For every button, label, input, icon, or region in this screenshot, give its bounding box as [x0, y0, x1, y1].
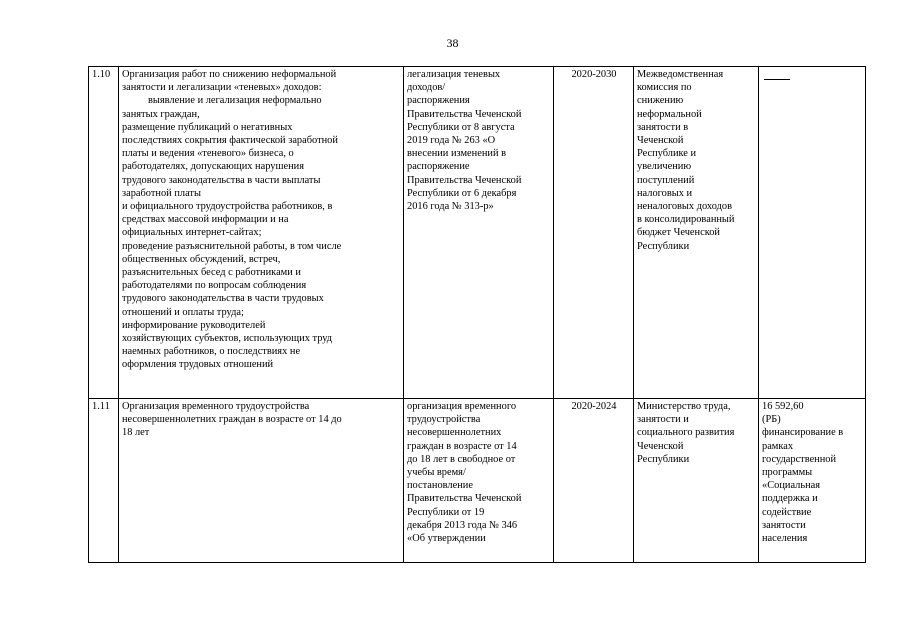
- result-cell: [404, 399, 554, 563]
- funding-line: занятости: [762, 519, 806, 531]
- executor-cell: [634, 399, 759, 563]
- result-line: 2019 года № 263 «О: [407, 135, 496, 147]
- result-line: Правительства Чеченской: [407, 493, 522, 505]
- executor-line: Республике и: [637, 148, 697, 160]
- funding-line: рамках: [762, 440, 794, 452]
- executor-line: комиссия по: [637, 82, 692, 94]
- measure-line: и официального трудоустройства работников, в: [122, 201, 333, 213]
- result-line: учебы время/: [407, 467, 466, 479]
- result-line: внесении изменений в: [407, 148, 507, 160]
- measure-line: размещение публикаций о негативных: [122, 121, 293, 133]
- measure-line: средствах массовой информации и на: [122, 214, 289, 226]
- executor-line: социального развития: [637, 427, 735, 439]
- measure-line: наемных работников, о последствиях не: [122, 346, 301, 358]
- table-row: [89, 67, 866, 399]
- measure-line: разъяснительных бесед с работниками и: [122, 267, 301, 279]
- measure-line: несовершеннолетних граждан в возрасте от 14 до: [122, 414, 342, 426]
- result-line: «Об утверждении: [407, 533, 486, 545]
- result-line: доходов/: [407, 82, 446, 94]
- result-line: декабря 2013 года № 346: [407, 519, 518, 531]
- measure-line: работодателях, допускающих нарушения: [122, 161, 304, 173]
- executor-line: Министерство труда,: [637, 401, 731, 412]
- row-number-cell: 1.11: [89, 399, 119, 563]
- result-cell: [404, 67, 554, 399]
- result-line: легализация теневых: [407, 69, 501, 80]
- measures-table: [88, 66, 866, 563]
- row-number-cell: 1.10: [89, 67, 119, 399]
- executor-line: Республики: [637, 453, 690, 465]
- executor-line: занятости в: [637, 121, 689, 133]
- executor-line: неналоговых доходов: [637, 201, 733, 213]
- executor-line: Чеченской: [637, 440, 684, 452]
- measure-cell: [119, 399, 404, 563]
- measure-line: последствиях сокрытия фактической заработной: [122, 135, 338, 147]
- measure-line: трудового законодательства в части трудовых: [122, 293, 324, 305]
- measure-line: платы и ведения «теневого» бизнеса, о: [122, 148, 294, 160]
- funding-cell: [759, 67, 866, 399]
- funding-line: 16 592,60: [762, 401, 804, 412]
- measure-line: занятости и легализации «теневых» доходов:: [122, 82, 322, 94]
- measure-line: официальных интернет-сайтах;: [122, 227, 262, 239]
- period-cell: 2020-2024: [554, 399, 634, 563]
- funding-line: программы: [762, 467, 813, 479]
- executor-line: поступлений: [637, 174, 695, 186]
- empty-value-dash: [764, 79, 790, 80]
- measure-line: занятых граждан,: [122, 108, 200, 120]
- funding-line: государственной: [762, 453, 837, 465]
- period-cell: 2020-2030: [554, 67, 634, 399]
- measure-cell: [119, 67, 404, 399]
- measure-line: общественных обсуждений, встреч,: [122, 253, 281, 265]
- funding-cell: [759, 399, 866, 563]
- executor-cell: [634, 67, 759, 399]
- result-line: Правительства Чеченской: [407, 108, 522, 120]
- funding-line: (РБ): [762, 414, 781, 426]
- result-line: постановление: [407, 480, 473, 492]
- measure-line: информирование руководителей: [122, 319, 266, 331]
- result-line: Республики от 6 декабря: [407, 187, 517, 199]
- table-row: [89, 399, 866, 563]
- measure-line: оформления трудовых отношений: [122, 359, 274, 371]
- page-number: 38: [446, 36, 459, 50]
- funding-line: «Социальная: [762, 480, 821, 492]
- executor-line: в консолидированный: [637, 214, 735, 226]
- measure-line: Организация временного трудоустройства: [122, 401, 310, 412]
- result-line: граждан в возрасте от 14: [407, 440, 517, 452]
- result-line: организация временного: [407, 401, 517, 412]
- funding-line: поддержка и: [762, 493, 818, 505]
- result-line: Республики от 19: [407, 506, 485, 518]
- executor-line: неформальной: [637, 108, 702, 120]
- executor-line: снижению: [637, 95, 684, 107]
- measure-line: выявление и легализация неформально: [148, 95, 322, 107]
- executor-line: бюджет Чеченской: [637, 227, 720, 239]
- funding-line: финансирование в: [762, 427, 844, 439]
- executor-line: налоговых и: [637, 187, 693, 199]
- measure-line: отношений и оплаты труда;: [122, 306, 244, 318]
- executor-line: Республики: [637, 240, 690, 252]
- measure-line: Организация работ по снижению неформальной: [122, 69, 337, 80]
- measure-line: 18 лет: [122, 427, 150, 439]
- result-line: 2016 года № 313-р»: [407, 201, 494, 213]
- funding-line: населения: [762, 533, 808, 545]
- result-line: до 18 лет в свободное от: [407, 453, 516, 465]
- executor-line: Чеченской: [637, 135, 684, 147]
- executor-line: занятости и: [637, 414, 689, 426]
- measure-line: хозяйствующих субъектов, использующих труд: [122, 333, 333, 345]
- measure-line: работодателями по вопросам соблюдения: [122, 280, 307, 292]
- result-line: несовершеннолетних: [407, 427, 502, 439]
- executor-line: увеличению: [637, 161, 692, 173]
- funding-line: содействие: [762, 506, 812, 518]
- result-line: Правительства Чеченской: [407, 174, 522, 186]
- executor-line: Межведомственная: [637, 69, 724, 80]
- result-line: трудоустройства: [407, 414, 481, 426]
- result-line: Республики от 8 августа: [407, 121, 515, 133]
- measure-line: трудового законодательства в части выплаты: [122, 174, 321, 186]
- measure-line: заработной платы: [122, 187, 201, 199]
- result-line: распоряжения: [407, 95, 470, 107]
- result-line: распоряжение: [407, 161, 470, 173]
- measure-line: проведение разъяснительной работы, в том числе: [122, 240, 342, 252]
